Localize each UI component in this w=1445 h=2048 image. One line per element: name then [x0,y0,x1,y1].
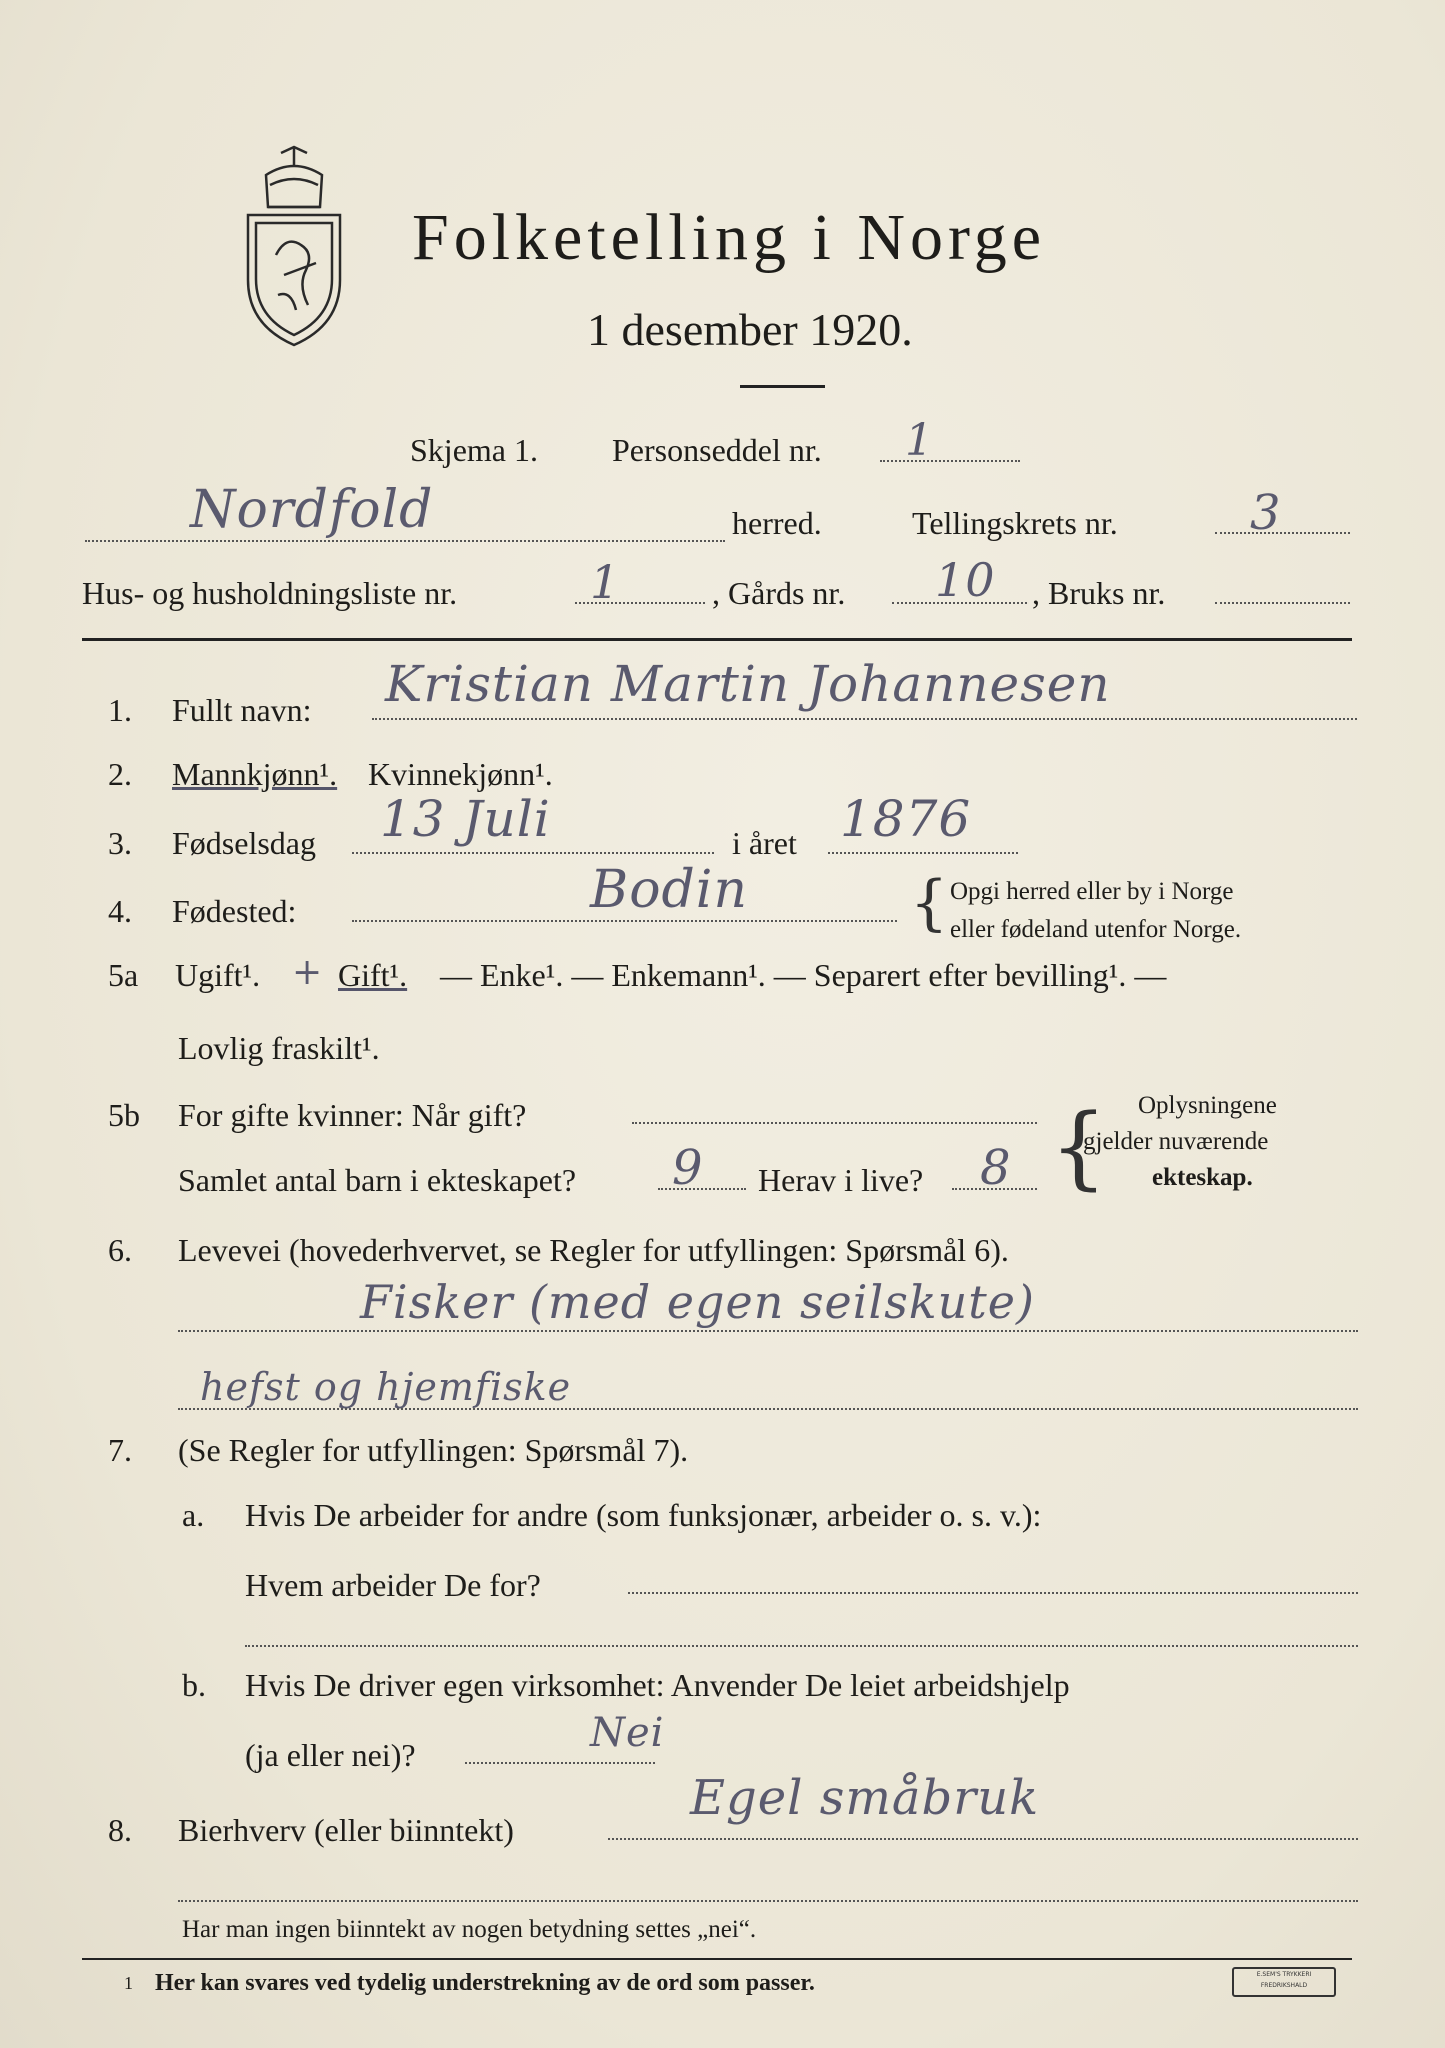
birthdate-value[interactable]: 13 Juli [380,790,551,848]
coat-of-arms-icon [236,145,352,350]
footnote-mark: 1 [124,1973,133,1993]
bruks-label: , Bruks nr. [1032,575,1166,611]
q4-number: 4. [108,893,132,929]
hus-value[interactable]: 1 [590,555,621,609]
q7a-text: Hvis De arbeider for andre (som funksjonær, arbeider o. s. v.): [245,1497,1042,1533]
status-divorced-option[interactable]: Lovlig fraskilt¹. [178,1030,380,1066]
census-date: 1 desember 1920. [587,304,913,355]
marriage-note-1: Oplysningene [1138,1092,1277,1119]
title-divider [740,385,825,388]
full-name-value[interactable]: Kristian Martin Johannesen [385,655,1111,713]
gards-label: , Gårds nr. [712,575,846,611]
q1-label: Fullt navn: [172,692,312,728]
q7-number: 7. [108,1432,132,1468]
skjema-label: Skjema 1. [410,432,538,468]
q3-label: Fødselsdag [172,825,316,861]
form-title: Folketelling i Norge [412,201,1047,274]
q4-label: Fødested: [172,893,297,929]
personseddel-value[interactable]: 1 [905,415,934,466]
gender-female-option[interactable]: Kvinnekjønn¹. [368,756,553,792]
children-label: Samlet antal barn i ekteskapet? [178,1162,577,1198]
income-note: Har man ingen biinntekt av nogen betydning settes „nei“. [182,1916,757,1943]
birthplace-note-1: Opgi herred eller by i Norge [950,878,1234,905]
year-label: i året [732,825,797,861]
birth-year-value[interactable]: 1876 [840,790,972,848]
q6-label: Levevei (hovederhvervet, se Regler for utfyllingen: Spørsmål 6). [178,1232,1009,1268]
q5b-number: 5b [108,1097,140,1133]
q7b-letter: b. [182,1667,206,1703]
q7a-letter: a. [182,1497,205,1533]
marriage-note-2: gjelder nuværende [1083,1128,1269,1155]
printer-stamp: E.SEM'S TRYKKERI FREDRIKSHALD [1232,1967,1336,1997]
hus-label: Hus- og husholdningsliste nr. [82,575,458,611]
herred-label: herred. [732,505,822,541]
q5a-number: 5a [108,957,139,993]
q5b-label: For gifte kvinner: Når gift? [178,1097,527,1133]
tellingskrets-label: Tellingskrets nr. [912,505,1118,541]
gender-male-option[interactable]: Mannkjønn¹. [172,756,338,792]
q7a-question: Hvem arbeider De for? [245,1567,541,1603]
status-unmarried-option[interactable]: Ugift¹. [175,957,261,993]
status-other-options: — Enke¹. — Enkemann¹. — Separert efter bevilling¹. — [440,957,1167,993]
occupation-value-1[interactable]: Fisker (med egen seilskute) [360,1275,1035,1329]
q7b-question: (ja eller nei)? [245,1737,416,1773]
footnote-text: Her kan svares ved tydelig understrekning av de ord som passer. [155,1970,815,1996]
alive-count-value[interactable]: 8 [980,1140,1012,1196]
side-income-value[interactable]: Egel småbruk [690,1770,1040,1826]
q3-number: 3. [108,825,132,861]
alive-label: Herav i live? [758,1162,924,1198]
q7b-text: Hvis De driver egen virksomhet: Anvender De leiet arbeidshjelp [245,1667,1070,1703]
q7-label: (Se Regler for utfyllingen: Spørsmål 7). [178,1432,689,1468]
census-form-page: Folketelling i Norge 1 desember 1920. Skjema 1. Personseddel nr. 1 Nordfold herred. Tellingskrets nr. 3 Hus- og husholdningsliste nr. 1 , Gårds nr. 10 , Bruks nr. 1. Fullt navn: Kristian Martin Johannesen 2. Mannkjønn¹. Kvinnekjønn¹. 3. Fødselsdag 13 Juli i året 1876 4. Fødested: Bodin { Opgi herred eller by i Norge eller fødeland utenfor Norge. 5a Ugift¹. + Gift¹. — Enke¹. — Enkemann¹. — Separert efter bevilling¹. — Lovlig fraskilt¹. 5b For gifte kvinner: Når gift? Samlet antal barn i ekteskapet? 9 Herav i live? 8 { Oplysningene gjelder nuværende ekteskap. 6. Levevei (hovederhvervet, se Regler for utfyllingen: Spørsmål 6). Fisker (med egen seilskute) hefst og hjemfiske 7. (Se Regler for utfyllingen: Spørsmål 7). a. Hvis De arbeider for andre (som funksjonær, arbeider o. s. v.): Hvem arbeider De for? b. Hvis De driver egen virksomhet: Anvender De leiet arbeidshjelp (ja eller nei)? Nei 8. Bierhverv (eller biinntekt) Egel småbruk Har man ingen biinntekt av nogen betydning settes „nei“. 1 Her kan svares ved tydelig understrekning av de ord som passer. E.SEM'S TRYKKERI FREDRIKSHALD [0,0,1445,2048]
q2-number: 2. [108,756,132,792]
occupation-value-2[interactable]: hefst og hjemfiske [200,1365,572,1409]
personseddel-label: Personseddel nr. [612,432,822,468]
status-married-option[interactable]: Gift¹. [338,957,408,993]
marriage-note-3: ekteskap. [1152,1164,1253,1191]
q8-number: 8. [108,1812,132,1848]
birthplace-note-2: eller fødeland utenfor Norge. [950,916,1242,943]
q1-number: 1. [108,692,132,728]
birthplace-value[interactable]: Bodin [590,860,748,920]
header-divider [82,638,1352,641]
footer-divider [82,1958,1352,1960]
q8-label: Bierhverv (eller biinntekt) [178,1812,514,1848]
q6-number: 6. [108,1232,132,1268]
herred-value[interactable]: Nordfold [190,480,434,540]
tellingskrets-value[interactable]: 3 [1250,485,1282,541]
gards-value[interactable]: 10 [935,553,996,607]
children-count-value[interactable]: 9 [672,1140,704,1196]
hired-help-value[interactable]: Nei [590,1710,665,1756]
